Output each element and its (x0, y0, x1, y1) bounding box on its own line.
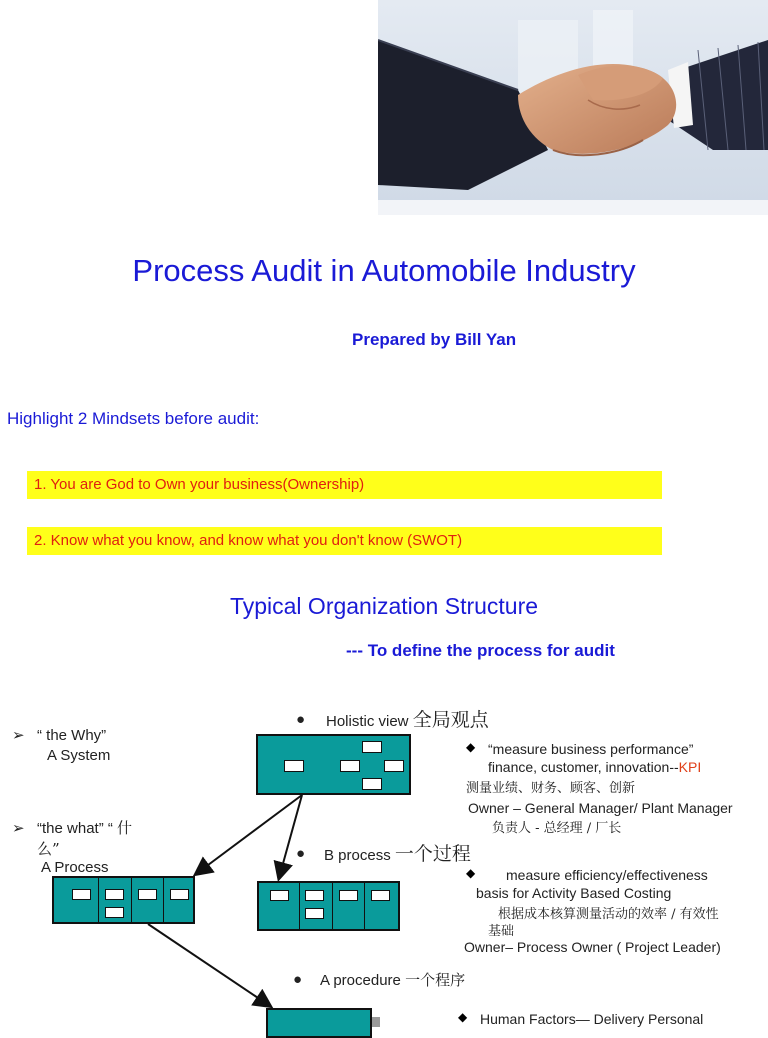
highlight-heading: Highlight 2 Mindsets before audit: (7, 409, 260, 428)
holistic-owner: Owner – General Manager/ Plant Manager (468, 800, 733, 816)
arrow-to-procedure (148, 924, 270, 1006)
holistic-note-cn: 测量业绩、财务、顾客、创新 (466, 781, 636, 796)
process-note-cn: 根据成本核算测量活动的效率 / 有效性 (498, 907, 719, 922)
system-label: A System (47, 747, 111, 764)
process-label: A Process (41, 859, 109, 876)
mindset-1: 1. You are God to Own your business(Ownership) (27, 471, 662, 499)
holistic-note-1: “measure business performance” (488, 741, 694, 757)
page-title: Process Audit in Automobile Industry (132, 253, 636, 288)
why-label: “ the Why” (37, 727, 107, 744)
process-note-2: basis for Activity Based Costing (476, 885, 672, 901)
org-title: Typical Organization Structure (229, 593, 539, 619)
holistic-note-2: finance, customer, innovation--KPI (488, 759, 702, 775)
org-subtitle: --- To define the process for audit (346, 641, 615, 660)
process-note-cn-2: 基础 (488, 924, 515, 939)
mindset-2: 2. Know what you know, and know what you don't know (SWOT) (27, 527, 662, 555)
procedure-note-1: Human Factors— Delivery Personal (480, 1011, 704, 1027)
diamond-bullet-icon: ◆ (466, 740, 476, 754)
arrow-to-process-right (279, 795, 302, 878)
what-label-cn: 么” (37, 840, 60, 858)
bullet-dot-icon: ● (293, 971, 303, 988)
process-owner: Owner– Process Owner ( Project Leader) (464, 939, 721, 955)
b-process-label: B process 一个过程 (324, 843, 471, 865)
holistic-view-label: Holistic view 全局观点 (326, 709, 489, 731)
arrow-to-process-left (196, 795, 302, 874)
diamond-bullet-icon: ◆ (458, 1010, 468, 1024)
process-note-1: measure efficiency/effectiveness (506, 867, 708, 883)
a-procedure-label: A procedure 一个程序 (320, 971, 466, 989)
bullet-dot-icon: ● (296, 845, 306, 862)
arrow-bullet-icon: ➢ (12, 727, 25, 744)
holistic-owner-cn: 负责人 - 总经理 / 厂长 (492, 821, 622, 836)
arrow-bullet-icon: ➢ (12, 820, 25, 837)
what-label: “the what” “ 什 (37, 820, 133, 837)
author-line: Prepared by Bill Yan (352, 330, 517, 349)
bullet-dot-icon: ● (296, 711, 306, 728)
diamond-bullet-icon: ◆ (466, 866, 476, 880)
